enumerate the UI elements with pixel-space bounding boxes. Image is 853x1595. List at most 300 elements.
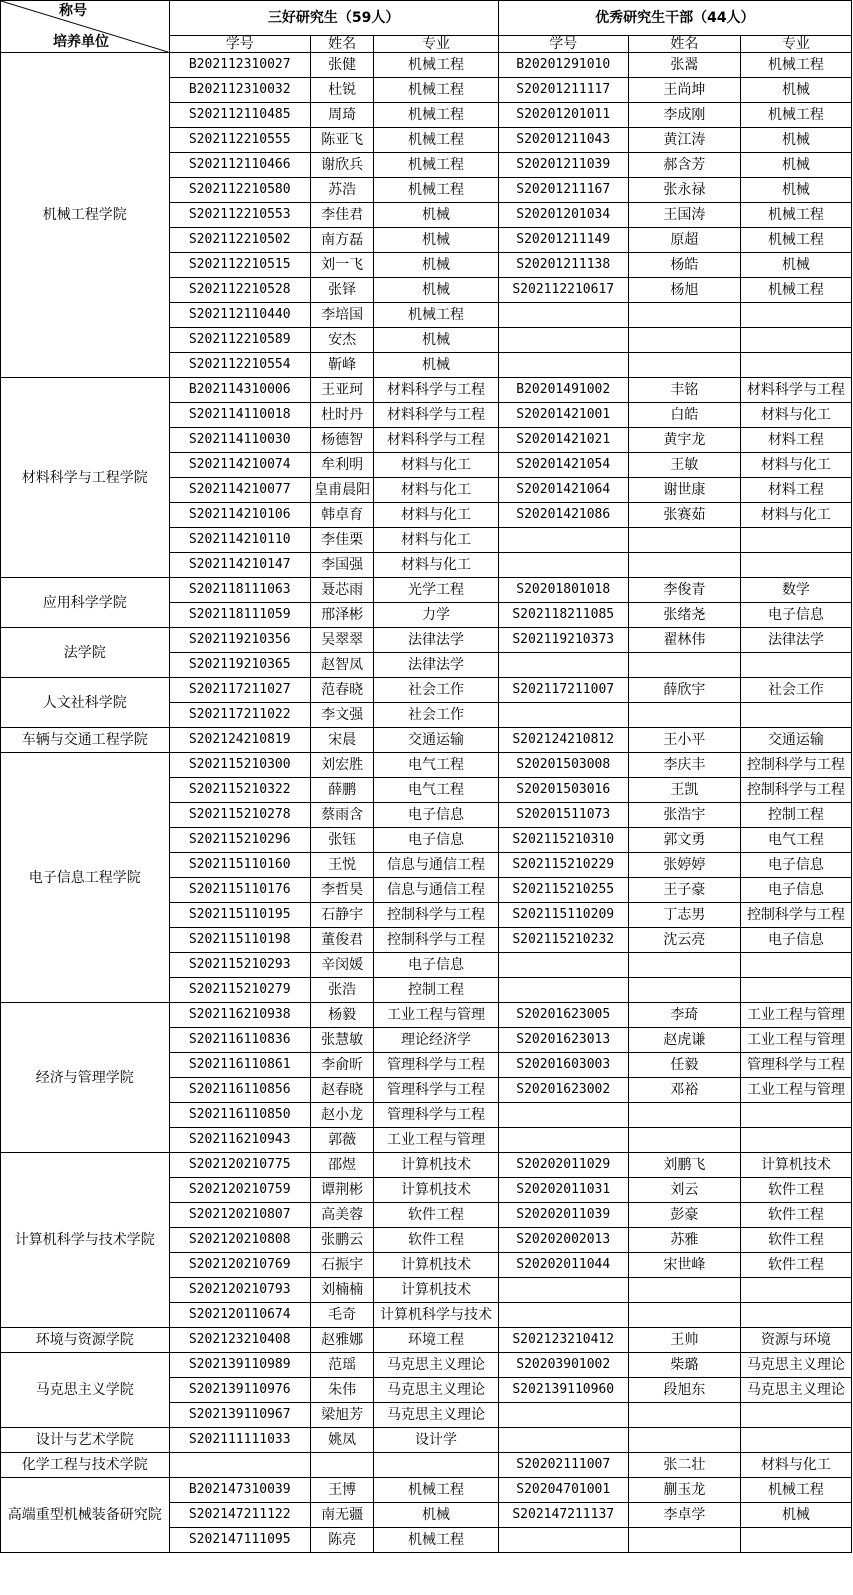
cadre-major-cell: 控制工程 — [740, 803, 851, 828]
merit-name-cell: 李国强 — [310, 553, 374, 578]
merit-major-cell: 机械工程 — [374, 153, 498, 178]
merit-id-cell: S202139110989 — [169, 1353, 310, 1378]
cadre-id-cell: S20201211117 — [498, 78, 628, 103]
merit-major-cell: 信息与通信工程 — [374, 853, 498, 878]
cadre-id-cell: S202123210412 — [498, 1328, 628, 1353]
unit-name-cell: 高端重型机械装备研究院 — [1, 1478, 170, 1553]
merit-major-cell: 机械工程 — [374, 1528, 498, 1553]
merit-major-cell: 计算机技术 — [374, 1253, 498, 1278]
column-header-id: 学号 — [169, 36, 310, 53]
cadre-name-cell: 李俊青 — [628, 578, 740, 603]
merit-major-cell: 光学工程 — [374, 578, 498, 603]
merit-name-cell: 张慧敏 — [310, 1028, 374, 1053]
merit-name-cell: 辛闵媛 — [310, 953, 374, 978]
cadre-major-cell: 材料与化工 — [740, 403, 851, 428]
merit-major-cell: 马克思主义理论 — [374, 1403, 498, 1428]
merit-name-cell: 周琦 — [310, 103, 374, 128]
merit-major-cell: 计算机技术 — [374, 1278, 498, 1303]
cadre-major-cell: 电气工程 — [740, 828, 851, 853]
merit-major-cell: 环境工程 — [374, 1328, 498, 1353]
cadre-major-cell: 电子信息 — [740, 878, 851, 903]
cadre-major-cell — [740, 328, 851, 353]
merit-name-cell: 朱伟 — [310, 1378, 374, 1403]
merit-id-cell: S202118111063 — [169, 578, 310, 603]
group-header-excellent-cadre: 优秀研究生干部（44人） — [498, 1, 851, 36]
merit-id-cell: S202116110856 — [169, 1078, 310, 1103]
merit-major-cell: 管理科学与工程 — [374, 1103, 498, 1128]
merit-id-cell: S202116110850 — [169, 1103, 310, 1128]
cadre-name-cell: 杨旭 — [628, 278, 740, 303]
merit-name-cell: 高美蓉 — [310, 1203, 374, 1228]
cadre-name-cell — [628, 353, 740, 378]
cadre-id-cell: S20202011031 — [498, 1178, 628, 1203]
merit-name-cell: 董俊君 — [310, 928, 374, 953]
cadre-major-cell — [740, 1528, 851, 1553]
merit-major-cell: 机械 — [374, 278, 498, 303]
corner-unit-label: 培养单位 — [53, 34, 109, 50]
cadre-name-cell — [628, 953, 740, 978]
cadre-id-cell: S20201421054 — [498, 453, 628, 478]
merit-id-cell: S202111111033 — [169, 1428, 310, 1453]
cadre-id-cell — [498, 1428, 628, 1453]
merit-id-cell: S202116110861 — [169, 1053, 310, 1078]
cadre-id-cell — [498, 1403, 628, 1428]
merit-id-cell: B202112310032 — [169, 78, 310, 103]
merit-name-cell: 张鹏云 — [310, 1228, 374, 1253]
cadre-id-cell: S202119210373 — [498, 628, 628, 653]
cadre-name-cell: 李琦 — [628, 1003, 740, 1028]
merit-name-cell: 石静宇 — [310, 903, 374, 928]
cadre-major-cell: 机械工程 — [740, 1478, 851, 1503]
corner-header-cell — [1, 1, 170, 53]
merit-id-cell: S202112210580 — [169, 178, 310, 203]
cadre-id-cell: B20201491002 — [498, 378, 628, 403]
cadre-name-cell — [628, 1428, 740, 1453]
merit-name-cell: 李文强 — [310, 703, 374, 728]
merit-id-cell: S202115210300 — [169, 753, 310, 778]
merit-name-cell: 吴翠翠 — [310, 628, 374, 653]
merit-name-cell: 靳峰 — [310, 353, 374, 378]
cadre-name-cell: 苏雅 — [628, 1228, 740, 1253]
merit-id-cell: S202115210278 — [169, 803, 310, 828]
merit-major-cell: 机械工程 — [374, 78, 498, 103]
cadre-id-cell: S20201801018 — [498, 578, 628, 603]
cadre-id-cell: S20202011044 — [498, 1253, 628, 1278]
merit-id-cell: S202119210365 — [169, 653, 310, 678]
merit-id-cell: S202114110018 — [169, 403, 310, 428]
cadre-major-cell: 软件工程 — [740, 1203, 851, 1228]
merit-name-cell: 郭薇 — [310, 1128, 374, 1153]
cadre-id-cell — [498, 528, 628, 553]
merit-major-cell: 机械 — [374, 353, 498, 378]
merit-major-cell: 软件工程 — [374, 1203, 498, 1228]
cadre-id-cell: S20202002013 — [498, 1228, 628, 1253]
cadre-major-cell: 机械 — [740, 253, 851, 278]
cadre-id-cell — [498, 303, 628, 328]
cadre-major-cell — [740, 1278, 851, 1303]
cadre-name-cell: 李庆丰 — [628, 753, 740, 778]
merit-id-cell: S202114210077 — [169, 478, 310, 503]
merit-major-cell: 工业工程与管理 — [374, 1128, 498, 1153]
merit-id-cell: S202112210528 — [169, 278, 310, 303]
merit-name-cell: 张浩 — [310, 978, 374, 1003]
merit-major-cell: 机械 — [374, 328, 498, 353]
merit-major-cell: 管理科学与工程 — [374, 1078, 498, 1103]
cadre-name-cell: 刘鹏飞 — [628, 1153, 740, 1178]
merit-name-cell: 陈亮 — [310, 1528, 374, 1553]
cadre-id-cell: S20202011029 — [498, 1153, 628, 1178]
cadre-id-cell — [498, 953, 628, 978]
cadre-name-cell: 白皓 — [628, 403, 740, 428]
table-row — [1, 378, 852, 403]
cadre-major-cell: 管理科学与工程 — [740, 1053, 851, 1078]
merit-major-cell: 理论经济学 — [374, 1028, 498, 1053]
cadre-major-cell: 控制科学与工程 — [740, 778, 851, 803]
cadre-id-cell: S202115110209 — [498, 903, 628, 928]
cadre-id-cell: S20201211043 — [498, 128, 628, 153]
merit-id-cell: S202147211122 — [169, 1503, 310, 1528]
merit-id-cell: S202115210322 — [169, 778, 310, 803]
merit-id-cell: S202139110967 — [169, 1403, 310, 1428]
merit-name-cell: 刘宏胜 — [310, 753, 374, 778]
merit-id-cell: S202114210106 — [169, 503, 310, 528]
unit-name-cell: 应用科学学院 — [1, 578, 170, 628]
merit-name-cell: 王悦 — [310, 853, 374, 878]
merit-id-cell: S202120110674 — [169, 1303, 310, 1328]
cadre-major-cell — [740, 1103, 851, 1128]
merit-id-cell: S202114210147 — [169, 553, 310, 578]
unit-name-cell: 经济与管理学院 — [1, 1003, 170, 1153]
merit-major-cell: 信息与通信工程 — [374, 878, 498, 903]
merit-name-cell: 赵小龙 — [310, 1103, 374, 1128]
unit-name-cell: 环境与资源学院 — [1, 1328, 170, 1353]
merit-major-cell: 工业工程与管理 — [374, 1003, 498, 1028]
merit-major-cell: 机械工程 — [374, 128, 498, 153]
cadre-name-cell: 张二壮 — [628, 1453, 740, 1478]
merit-major-cell: 机械工程 — [374, 303, 498, 328]
merit-major-cell: 材料与化工 — [374, 553, 498, 578]
unit-name-cell: 化学工程与技术学院 — [1, 1453, 170, 1478]
cadre-id-cell: S20201211138 — [498, 253, 628, 278]
cadre-name-cell: 任毅 — [628, 1053, 740, 1078]
column-header-name: 姓名 — [628, 36, 740, 53]
cadre-name-cell: 王敏 — [628, 453, 740, 478]
cadre-id-cell: S20204701001 — [498, 1478, 628, 1503]
table-row — [1, 1153, 852, 1178]
cadre-id-cell: S202118211085 — [498, 603, 628, 628]
merit-id-cell: B202114310006 — [169, 378, 310, 403]
cadre-name-cell: 谢世康 — [628, 478, 740, 503]
cadre-major-cell: 材料工程 — [740, 478, 851, 503]
unit-name-cell: 车辆与交通工程学院 — [1, 728, 170, 753]
cadre-name-cell — [628, 1278, 740, 1303]
cadre-major-cell — [740, 1128, 851, 1153]
merit-major-cell: 材料与化工 — [374, 453, 498, 478]
cadre-major-cell: 材料工程 — [740, 428, 851, 453]
column-header-major: 专业 — [374, 36, 498, 53]
merit-id-cell: S202118111059 — [169, 603, 310, 628]
merit-id-cell: S202123210408 — [169, 1328, 310, 1353]
merit-name-cell: 蔡雨含 — [310, 803, 374, 828]
cadre-id-cell: S20201623013 — [498, 1028, 628, 1053]
merit-major-cell: 电子信息 — [374, 953, 498, 978]
merit-major-cell — [374, 1453, 498, 1478]
corner-title-label: 称号 — [59, 3, 87, 19]
cadre-major-cell — [740, 703, 851, 728]
cadre-id-cell: S202115210232 — [498, 928, 628, 953]
merit-name-cell: 范瑶 — [310, 1353, 374, 1378]
merit-major-cell: 机械 — [374, 228, 498, 253]
cadre-major-cell: 材料与化工 — [740, 1453, 851, 1478]
cadre-name-cell — [628, 1303, 740, 1328]
merit-major-cell: 交通运输 — [374, 728, 498, 753]
merit-major-cell: 社会工作 — [374, 703, 498, 728]
cadre-major-cell: 法律法学 — [740, 628, 851, 653]
merit-name-cell: 李哲昊 — [310, 878, 374, 903]
merit-major-cell: 控制科学与工程 — [374, 928, 498, 953]
unit-name-cell: 材料科学与工程学院 — [1, 378, 170, 578]
merit-major-cell: 机械工程 — [374, 103, 498, 128]
merit-major-cell: 法律法学 — [374, 653, 498, 678]
table-row — [1, 753, 852, 778]
merit-name-cell: 邵煜 — [310, 1153, 374, 1178]
merit-id-cell: S202114210074 — [169, 453, 310, 478]
merit-name-cell: 苏浩 — [310, 178, 374, 203]
cadre-name-cell — [628, 553, 740, 578]
table-row — [1, 678, 852, 703]
merit-major-cell: 设计学 — [374, 1428, 498, 1453]
cadre-name-cell — [628, 1403, 740, 1428]
cadre-name-cell: 黄江涛 — [628, 128, 740, 153]
cadre-name-cell: 原超 — [628, 228, 740, 253]
table-row — [1, 1478, 852, 1503]
cadre-id-cell — [498, 1303, 628, 1328]
merit-name-cell: 石振宇 — [310, 1253, 374, 1278]
cadre-name-cell: 丁志男 — [628, 903, 740, 928]
merit-major-cell: 电子信息 — [374, 803, 498, 828]
merit-name-cell: 张健 — [310, 53, 374, 78]
cadre-major-cell — [740, 528, 851, 553]
cadre-major-cell: 工业工程与管理 — [740, 1028, 851, 1053]
merit-name-cell: 杨毅 — [310, 1003, 374, 1028]
cadre-name-cell — [628, 653, 740, 678]
merit-name-cell — [310, 1453, 374, 1478]
merit-major-cell: 管理科学与工程 — [374, 1053, 498, 1078]
cadre-major-cell: 软件工程 — [740, 1178, 851, 1203]
cadre-major-cell: 社会工作 — [740, 678, 851, 703]
merit-name-cell: 薛鹏 — [310, 778, 374, 803]
merit-id-cell: S202147111095 — [169, 1528, 310, 1553]
cadre-name-cell: 王国涛 — [628, 203, 740, 228]
merit-name-cell: 范春晓 — [310, 678, 374, 703]
cadre-major-cell — [740, 303, 851, 328]
merit-name-cell: 姚凤 — [310, 1428, 374, 1453]
merit-id-cell: S202115110198 — [169, 928, 310, 953]
cadre-major-cell: 控制科学与工程 — [740, 753, 851, 778]
merit-id-cell: S202112210554 — [169, 353, 310, 378]
table-row — [1, 1453, 852, 1478]
cadre-id-cell: S20201623002 — [498, 1078, 628, 1103]
table-row — [1, 1003, 852, 1028]
cadre-major-cell — [740, 653, 851, 678]
cadre-id-cell — [498, 1278, 628, 1303]
cadre-name-cell — [628, 1528, 740, 1553]
cadre-name-cell: 段旭东 — [628, 1378, 740, 1403]
cadre-name-cell — [628, 978, 740, 1003]
cadre-id-cell: S202112210617 — [498, 278, 628, 303]
cadre-major-cell: 材料科学与工程 — [740, 378, 851, 403]
merit-major-cell: 材料科学与工程 — [374, 428, 498, 453]
merit-major-cell: 机械工程 — [374, 178, 498, 203]
cadre-name-cell: 张绪尧 — [628, 603, 740, 628]
table-row — [1, 578, 852, 603]
table-row — [1, 53, 852, 78]
merit-major-cell: 软件工程 — [374, 1228, 498, 1253]
cadre-major-cell — [740, 1428, 851, 1453]
cadre-id-cell — [498, 653, 628, 678]
merit-id-cell: S202115110195 — [169, 903, 310, 928]
cadre-name-cell: 宋世峰 — [628, 1253, 740, 1278]
merit-id-cell: S202139110976 — [169, 1378, 310, 1403]
cadre-name-cell: 张永禄 — [628, 178, 740, 203]
merit-major-cell: 材料与化工 — [374, 503, 498, 528]
cadre-id-cell: S20201421021 — [498, 428, 628, 453]
cadre-major-cell: 电子信息 — [740, 603, 851, 628]
unit-name-cell: 机械工程学院 — [1, 53, 170, 378]
merit-name-cell: 赵智凤 — [310, 653, 374, 678]
cadre-major-cell: 工业工程与管理 — [740, 1003, 851, 1028]
merit-id-cell — [169, 1453, 310, 1478]
cadre-name-cell — [628, 1128, 740, 1153]
merit-name-cell: 张钰 — [310, 828, 374, 853]
cadre-major-cell: 软件工程 — [740, 1228, 851, 1253]
merit-major-cell: 材料科学与工程 — [374, 403, 498, 428]
merit-id-cell: S202115110160 — [169, 853, 310, 878]
cadre-name-cell — [628, 328, 740, 353]
table-row — [1, 1353, 852, 1378]
column-header-name: 姓名 — [310, 36, 374, 53]
cadre-name-cell: 张婷婷 — [628, 853, 740, 878]
cadre-name-cell: 郭文勇 — [628, 828, 740, 853]
merit-id-cell: S202120210807 — [169, 1203, 310, 1228]
merit-id-cell: S202112210589 — [169, 328, 310, 353]
merit-major-cell: 电子信息 — [374, 828, 498, 853]
header-row-groups — [1, 1, 852, 36]
merit-id-cell: S202120210808 — [169, 1228, 310, 1253]
cadre-name-cell: 张浩宇 — [628, 803, 740, 828]
column-header-major: 专业 — [740, 36, 851, 53]
merit-name-cell: 刘楠楠 — [310, 1278, 374, 1303]
cadre-id-cell: S20201211149 — [498, 228, 628, 253]
merit-major-cell: 社会工作 — [374, 678, 498, 703]
cadre-name-cell: 张赛茹 — [628, 503, 740, 528]
cadre-major-cell: 机械工程 — [740, 53, 851, 78]
cadre-major-cell — [740, 1403, 851, 1428]
cadre-name-cell: 郝含芳 — [628, 153, 740, 178]
cadre-id-cell: S20201421064 — [498, 478, 628, 503]
cadre-name-cell: 赵虎谦 — [628, 1028, 740, 1053]
merit-id-cell: S202120210759 — [169, 1178, 310, 1203]
cadre-id-cell — [498, 1128, 628, 1153]
cadre-major-cell: 计算机技术 — [740, 1153, 851, 1178]
merit-name-cell: 张铎 — [310, 278, 374, 303]
merit-name-cell: 李俞昕 — [310, 1053, 374, 1078]
merit-id-cell: S202114110030 — [169, 428, 310, 453]
cadre-id-cell: S20201421086 — [498, 503, 628, 528]
cadre-id-cell: S20201623005 — [498, 1003, 628, 1028]
unit-name-cell: 法学院 — [1, 628, 170, 678]
cadre-name-cell: 丰铭 — [628, 378, 740, 403]
merit-name-cell: 刘一飞 — [310, 253, 374, 278]
merit-major-cell: 机械 — [374, 203, 498, 228]
merit-major-cell: 机械工程 — [374, 53, 498, 78]
table-body — [1, 1, 852, 1553]
cadre-major-cell: 工业工程与管理 — [740, 1078, 851, 1103]
cadre-id-cell: S202139110960 — [498, 1378, 628, 1403]
cadre-name-cell: 王子豪 — [628, 878, 740, 903]
cadre-major-cell: 电子信息 — [740, 853, 851, 878]
merit-name-cell: 聂芯雨 — [310, 578, 374, 603]
merit-name-cell: 邢泽彬 — [310, 603, 374, 628]
cadre-major-cell: 马克思主义理论 — [740, 1378, 851, 1403]
merit-name-cell: 毛奇 — [310, 1303, 374, 1328]
cadre-major-cell — [740, 1303, 851, 1328]
merit-id-cell: S202120210793 — [169, 1278, 310, 1303]
cadre-id-cell: S202115210229 — [498, 853, 628, 878]
cadre-id-cell — [498, 353, 628, 378]
merit-id-cell: S202119210356 — [169, 628, 310, 653]
cadre-id-cell: S202115210310 — [498, 828, 628, 853]
merit-major-cell: 计算机技术 — [374, 1153, 498, 1178]
cadre-id-cell: S20201211167 — [498, 178, 628, 203]
merit-id-cell: S202115210296 — [169, 828, 310, 853]
merit-id-cell: S202116210938 — [169, 1003, 310, 1028]
table-row — [1, 728, 852, 753]
cadre-major-cell: 机械工程 — [740, 103, 851, 128]
merit-name-cell: 杨德智 — [310, 428, 374, 453]
cadre-id-cell: S20201503008 — [498, 753, 628, 778]
cadre-name-cell: 王帅 — [628, 1328, 740, 1353]
cadre-major-cell: 软件工程 — [740, 1253, 851, 1278]
unit-name-cell: 人文社科学院 — [1, 678, 170, 728]
unit-name-cell: 电子信息工程学院 — [1, 753, 170, 1003]
merit-id-cell: S202112110485 — [169, 103, 310, 128]
cadre-major-cell: 控制科学与工程 — [740, 903, 851, 928]
cadre-major-cell: 电子信息 — [740, 928, 851, 953]
table-row — [1, 1328, 852, 1353]
merit-major-cell: 电气工程 — [374, 753, 498, 778]
cadre-id-cell — [498, 703, 628, 728]
cadre-major-cell — [740, 978, 851, 1003]
merit-name-cell: 李培国 — [310, 303, 374, 328]
merit-id-cell: S202116210943 — [169, 1128, 310, 1153]
cadre-name-cell: 李卓学 — [628, 1503, 740, 1528]
merit-name-cell: 李佳栗 — [310, 528, 374, 553]
merit-major-cell: 马克思主义理论 — [374, 1378, 498, 1403]
merit-id-cell: S202115210279 — [169, 978, 310, 1003]
cadre-id-cell: S202147211137 — [498, 1503, 628, 1528]
merit-major-cell: 机械 — [374, 253, 498, 278]
column-header-id: 学号 — [498, 36, 628, 53]
cadre-id-cell: S202115210255 — [498, 878, 628, 903]
merit-major-cell: 法律法学 — [374, 628, 498, 653]
cadre-major-cell: 马克思主义理论 — [740, 1353, 851, 1378]
cadre-id-cell: S20201511073 — [498, 803, 628, 828]
merit-name-cell: 谭荆彬 — [310, 1178, 374, 1203]
cadre-major-cell: 机械 — [740, 153, 851, 178]
merit-major-cell: 电气工程 — [374, 778, 498, 803]
cadre-id-cell — [498, 328, 628, 353]
